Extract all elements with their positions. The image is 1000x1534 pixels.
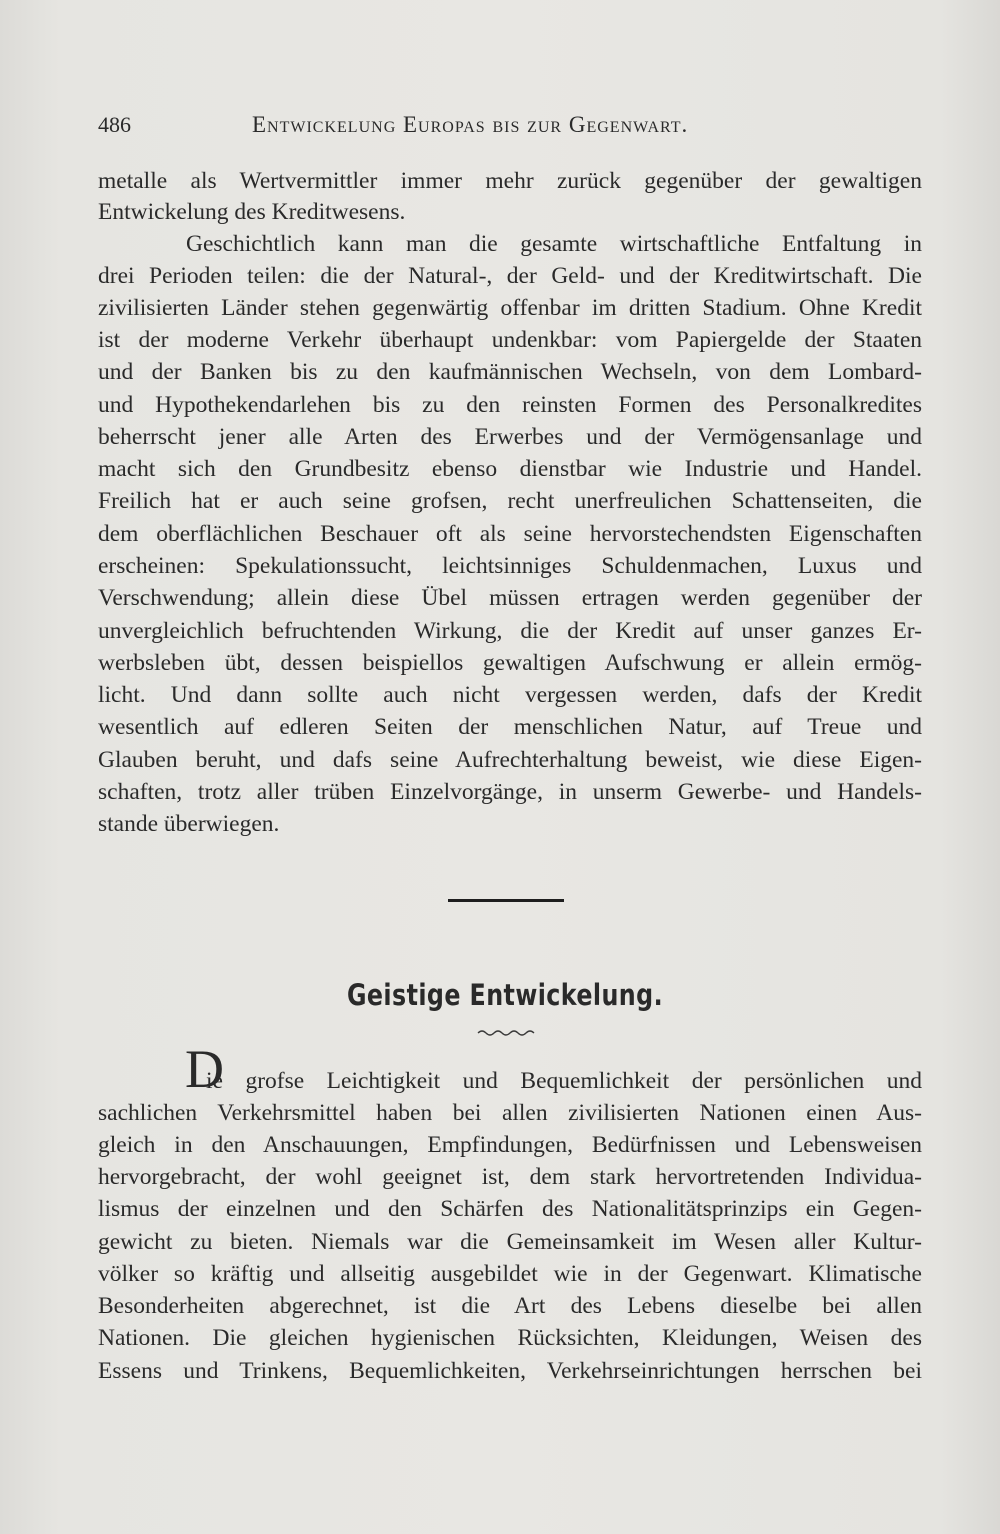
wavy-ornament-icon bbox=[476, 1026, 536, 1040]
text-line: beherrscht jener alle Arten des Erwerbes und der Vermögensanlage und bbox=[98, 424, 922, 450]
text-line: Glauben beruht, und dafs seine Aufrechterhaltung beweist, wie diese Eigen- bbox=[98, 747, 922, 773]
text-line: Freilich hat er auch seine grofsen, recht unerfreulichen Schattenseiten, die bbox=[98, 488, 922, 514]
text-line: licht. Und dann sollte auch nicht vergessen werden, dafs der Kredit bbox=[98, 682, 922, 708]
text-line: zivilisierten Länder stehen gegenwärtig offenbar im dritten Stadium. Ohne Kredit bbox=[98, 295, 922, 321]
text-line: Nationen. Die gleichen hygienischen Rücksichten, Kleidungen, Weisen des bbox=[98, 1325, 922, 1351]
section-divider-rule bbox=[448, 899, 564, 902]
text-line: und der Banken bis zu den kaufmännischen Wechseln, von dem Lombard- bbox=[98, 359, 922, 385]
text-line: ist der moderne Verkehr überhaupt undenkbar: vom Papiergelde der Staaten bbox=[98, 327, 922, 353]
text-line: sachlichen Verkehrsmittel haben bei allen zivilisierten Nationen einen Aus- bbox=[98, 1100, 922, 1126]
page-header bbox=[98, 108, 780, 142]
text-line: Entwickelung des Kreditwesens. bbox=[98, 199, 406, 225]
text-line: Essens und Trinkens, Bequemlichkeiten, Verkehrseinrichtungen herrschen bei bbox=[98, 1358, 922, 1384]
text-line: metalle als Wertvermittler immer mehr zurück gegenüber der gewaltigen bbox=[98, 168, 922, 194]
page-number: 486 bbox=[98, 112, 131, 137]
text-line: drei Perioden teilen: die der Natural-, der Geld- und der Kreditwirtschaft. Die bbox=[98, 263, 922, 289]
text-line: lismus der einzelnen und den Schärfen des Nationalitätsprinzips ein Gegen- bbox=[98, 1196, 922, 1222]
text-line: Besonderheiten abgerechnet, ist die Art des Lebens dieselbe bei allen bbox=[98, 1293, 922, 1319]
text-line: völker so kräftig und allseitig ausgebildet wie in der Gegenwart. Klimatische bbox=[98, 1261, 922, 1287]
running-title: Entwickelung Europas bis zur Gegenwart. bbox=[252, 112, 689, 137]
text-line: dem oberflächlichen Beschauer oft als seine hervorstechendsten Eigenschaften bbox=[98, 521, 922, 547]
text-line: Geschichtlich kann man die gesamte wirtschaftliche Entfaltung in bbox=[186, 231, 922, 257]
text-line: gewicht zu bieten. Niemals war die Gemeinsamkeit im Wesen aller Kultur- bbox=[98, 1229, 922, 1255]
text-line: macht sich den Grundbesitz ebenso dienstbar wie Industrie und Handel. bbox=[98, 456, 922, 482]
section-title: Geistige Entwickelung. bbox=[346, 978, 664, 1012]
text-line: stande überwiegen. bbox=[98, 811, 280, 837]
text-line: hervorgebracht, der wohl geeignet ist, dem stark hervortretenden Individua- bbox=[98, 1164, 922, 1190]
text-line: werbsleben übt, dessen beispiellos gewaltigen Aufschwung er allein ermög- bbox=[98, 650, 922, 676]
drop-cap: D bbox=[185, 1039, 224, 1099]
text-line: unvergleichlich befruchtenden Wirkung, die der Kredit auf unser ganzes Er- bbox=[98, 618, 922, 644]
text-line: Verschwendung; allein diese Übel müssen ertragen werden gegenüber der bbox=[98, 585, 922, 611]
text-line: ie grofse Leichtigkeit und Bequemlichkeit der persönlichen und bbox=[206, 1068, 922, 1094]
text-line: erscheinen: Spekulationssucht, leichtsinniges Schuldenmachen, Luxus und bbox=[98, 553, 922, 579]
text-line: wesentlich auf edleren Seiten der menschlichen Natur, auf Treue und bbox=[98, 714, 922, 740]
text-line: und Hypothekendarlehen bis zu den reinsten Formen des Personalkredites bbox=[98, 392, 922, 418]
text-line: schaften, trotz aller trüben Einzelvorgänge, in unserm Gewerbe- und Handels- bbox=[98, 779, 922, 805]
text-line: gleich in den Anschauungen, Empfindungen, Bedürfnissen und Lebensweisen bbox=[98, 1132, 922, 1158]
